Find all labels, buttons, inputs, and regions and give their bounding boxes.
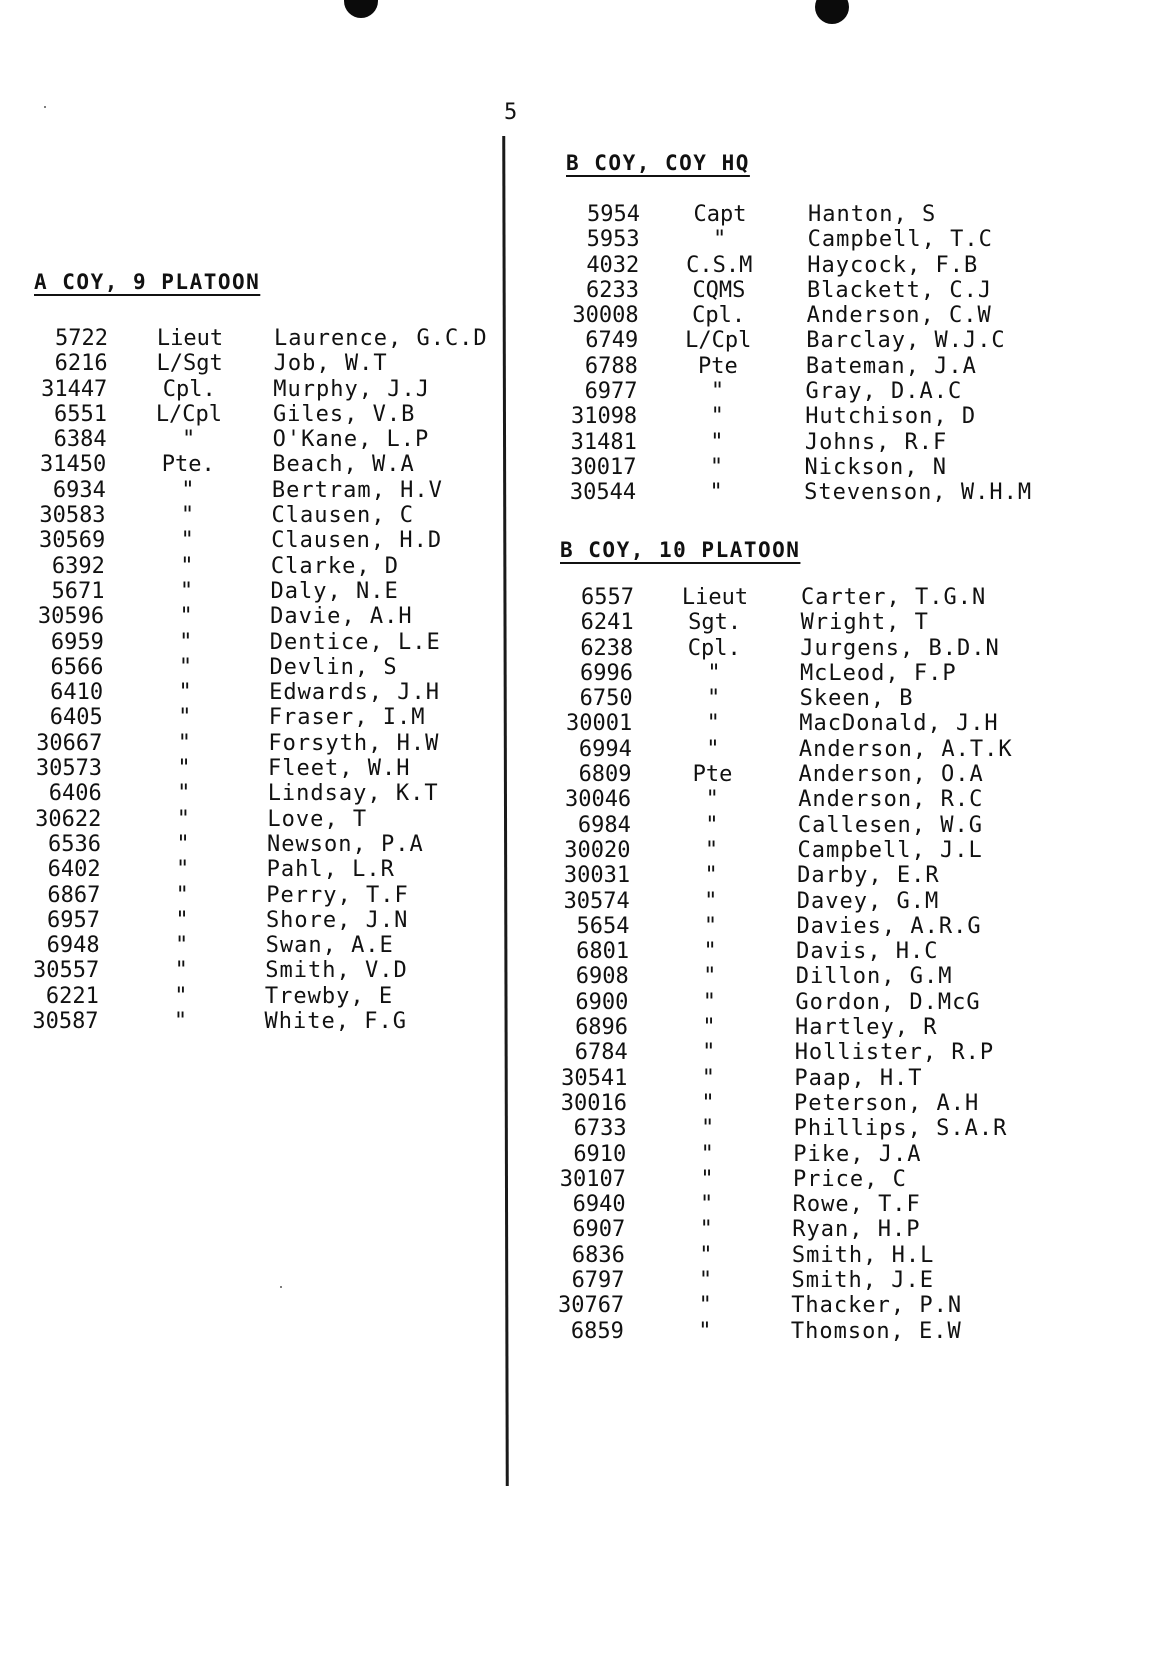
- service-number: 30008: [572, 303, 639, 329]
- soldier-name: Carter, T.G.N: [801, 585, 987, 610]
- rank: ": [179, 578, 194, 604]
- roster-list: [0, 202, 1155, 506]
- roster-row: [0, 354, 1155, 379]
- soldier-name: Thacker, P.N: [791, 1293, 963, 1319]
- service-number: 30569: [38, 528, 106, 554]
- soldier-name: Trewby, E: [264, 983, 394, 1009]
- service-number: 6557: [581, 585, 634, 610]
- roster-row: [0, 585, 1155, 610]
- rank: ": [706, 736, 720, 762]
- roster-row: [0, 1192, 1155, 1217]
- rank: ": [178, 680, 192, 706]
- rank: ": [705, 812, 719, 838]
- scan-speck: [44, 106, 46, 108]
- service-number: 6406: [48, 781, 102, 807]
- roster-row: [0, 1217, 1155, 1242]
- soldier-name: McLeod, F.P: [799, 660, 957, 686]
- soldier-name: Anderson, O.A: [798, 762, 984, 788]
- roster-row: [0, 813, 1155, 838]
- roster-row: [0, 1293, 1155, 1318]
- soldier-name: Hanton, S: [808, 202, 937, 227]
- rank: ": [704, 837, 719, 863]
- service-number: 5954: [587, 202, 640, 227]
- rank: ": [706, 686, 721, 712]
- soldier-name: Price, C: [792, 1166, 907, 1192]
- roster-row: [0, 1116, 1155, 1141]
- punch-hole-right: [815, 0, 849, 24]
- soldier-name: Campbell, T.C: [807, 227, 993, 253]
- soldier-name: Peterson, A.H: [794, 1090, 980, 1116]
- soldier-name: Swan, A.E: [265, 933, 394, 959]
- rank: Pte: [692, 762, 733, 788]
- soldier-name: Lindsay, K.T: [267, 781, 439, 807]
- rank: ": [701, 1065, 715, 1091]
- rank: ": [698, 1293, 712, 1319]
- service-number: 6836: [571, 1242, 625, 1268]
- service-number: 30583: [39, 503, 106, 529]
- soldier-name: Beach, W.A: [272, 452, 415, 478]
- soldier-name: Dillon, G.M: [795, 964, 953, 990]
- roster-row: [0, 914, 1155, 939]
- soldier-name: Paap, H.T: [794, 1065, 923, 1091]
- soldier-name: Davie, A.H: [270, 604, 413, 630]
- soldier-name: Dentice, L.E: [269, 629, 441, 655]
- roster-row: [0, 328, 1155, 353]
- punch-hole-left: [344, 0, 378, 18]
- roster-row: [0, 838, 1155, 863]
- roster-row: [0, 253, 1155, 278]
- soldier-name: Blackett, C.J: [806, 277, 993, 303]
- rank: ": [699, 1242, 713, 1268]
- service-number: 4032: [586, 252, 640, 278]
- service-number: 6749: [585, 328, 639, 354]
- soldier-name: Campbell, J.L: [797, 837, 983, 863]
- roster-row: [0, 477, 1155, 506]
- roster-row: [0, 610, 1155, 635]
- service-number: 6809: [578, 762, 632, 788]
- rank: ": [177, 756, 191, 782]
- service-number: 6934: [52, 477, 106, 503]
- rank: ": [179, 629, 193, 655]
- service-number: 6238: [580, 635, 634, 661]
- service-number: 31098: [570, 404, 638, 430]
- service-number: 6907: [572, 1217, 626, 1243]
- service-number: 6797: [571, 1268, 625, 1294]
- service-number: 6994: [578, 736, 632, 762]
- soldier-name: Laurence, G.C.D: [274, 326, 488, 351]
- soldier-name: Anderson, R.C: [798, 787, 984, 813]
- rank: ": [180, 553, 194, 579]
- rank: Pte.: [161, 452, 215, 478]
- service-number: 6940: [572, 1192, 626, 1218]
- service-number: 6536: [48, 831, 101, 857]
- rank: Sgt.: [688, 610, 742, 636]
- service-number: 31447: [41, 376, 108, 402]
- rank: Lieut: [156, 326, 224, 351]
- soldier-name: Forsyth, H.W: [268, 730, 440, 756]
- rank: ": [702, 1040, 716, 1066]
- rank: ": [709, 454, 724, 480]
- service-number: 30107: [559, 1166, 626, 1192]
- roster-row: [0, 1066, 1155, 1091]
- roster-row: [0, 939, 1155, 964]
- rank: ": [701, 1116, 715, 1142]
- soldier-name: Newson, P.A: [267, 831, 424, 857]
- rank: ": [702, 1015, 716, 1041]
- service-number: 6910: [573, 1141, 627, 1167]
- soldier-name: Devlin, S: [269, 654, 398, 680]
- service-number: 6788: [584, 353, 638, 379]
- service-number: 31450: [40, 452, 107, 478]
- soldier-name: Johns, R.F: [804, 429, 948, 455]
- soldier-name: Pahl, L.R: [266, 857, 395, 883]
- rank: L/Sgt: [156, 351, 223, 377]
- service-number: 6996: [579, 660, 633, 686]
- rank: Cpl.: [162, 376, 216, 402]
- service-number: 6896: [575, 1015, 629, 1041]
- rank: ": [181, 427, 196, 453]
- service-number: 6957: [46, 907, 100, 933]
- soldier-name: Love, T: [267, 806, 368, 832]
- soldier-name: Giles, V.B: [272, 401, 416, 427]
- roster-row: [0, 401, 1155, 430]
- soldier-name: Fraser, I.M: [268, 705, 426, 731]
- section-heading: A COY, 9 PLATOON: [34, 270, 261, 294]
- soldier-name: Shore, J.N: [265, 907, 409, 933]
- service-number: 6784: [574, 1040, 628, 1066]
- rank: ": [698, 1268, 713, 1294]
- soldier-name: Davies, A.R.G: [796, 913, 982, 939]
- service-number: 30667: [36, 730, 103, 756]
- rank: ": [705, 787, 719, 813]
- soldier-name: Daly, N.E: [270, 578, 399, 604]
- rank: ": [176, 857, 190, 883]
- rank: ": [181, 477, 195, 503]
- roster-row: [0, 1015, 1155, 1040]
- rank: ": [706, 711, 720, 737]
- service-number: 6566: [50, 654, 104, 680]
- soldier-name: Darby, E.R: [797, 863, 940, 889]
- rank: ": [703, 939, 717, 965]
- rank: ": [698, 1318, 712, 1344]
- service-number: 30573: [35, 756, 103, 782]
- roster-row: [0, 1142, 1155, 1167]
- soldier-name: Callesen, W.G: [797, 812, 984, 838]
- soldier-name: Barclay, W.J.C: [806, 328, 1006, 354]
- service-number: 30541: [561, 1065, 628, 1091]
- service-number: 30557: [33, 958, 100, 984]
- page-number: 5: [504, 100, 518, 125]
- soldier-name: Davis, H.C: [796, 939, 939, 965]
- roster-row: [0, 430, 1155, 455]
- service-number: 6733: [573, 1116, 627, 1142]
- roster-row: [0, 202, 1155, 227]
- rank: ": [709, 480, 723, 506]
- roster-row: [0, 227, 1155, 252]
- soldier-name: Stevenson, W.H.M: [804, 480, 1033, 506]
- service-number: 30622: [35, 806, 102, 832]
- service-number: 30587: [32, 1009, 99, 1035]
- service-number: 6801: [576, 939, 630, 965]
- roster-row: [0, 686, 1155, 711]
- rank: ": [703, 913, 718, 939]
- service-number: 5671: [51, 578, 105, 604]
- service-number: 30046: [564, 787, 632, 813]
- roster-row: [0, 278, 1155, 303]
- service-number: 6551: [53, 401, 107, 427]
- rank: ": [175, 882, 189, 908]
- soldier-name: Nickson, N: [804, 454, 947, 480]
- soldier-name: MacDonald, J.H: [799, 711, 999, 737]
- service-number: 30031: [563, 863, 631, 889]
- roster-row: [0, 1243, 1155, 1268]
- service-number: 30016: [560, 1090, 627, 1116]
- rank: ": [703, 964, 717, 990]
- rank: ": [179, 604, 193, 630]
- roster-row: [0, 762, 1155, 787]
- service-number: 6405: [49, 705, 103, 731]
- service-number: 5722: [55, 326, 108, 351]
- rank: ": [710, 379, 725, 405]
- rank: ": [707, 660, 721, 686]
- rank: ": [700, 1166, 714, 1192]
- rank: ": [699, 1192, 714, 1218]
- soldier-name: Gray, D.A.C: [805, 379, 963, 405]
- roster-row: [0, 889, 1155, 914]
- soldier-name: Davey, G.M: [796, 888, 940, 914]
- rank: ": [704, 863, 718, 889]
- roster-row: [0, 303, 1155, 328]
- rank: ": [177, 781, 191, 807]
- rank: ": [713, 227, 727, 253]
- roster-row: [0, 863, 1155, 888]
- rank: ": [174, 983, 188, 1009]
- soldier-name: Jurgens, B.D.N: [800, 635, 1000, 661]
- rank: ": [174, 933, 189, 959]
- service-number: 6384: [53, 427, 107, 453]
- rank: ": [700, 1141, 714, 1167]
- rank: Pte: [698, 353, 738, 379]
- roster-row: [0, 554, 504, 579]
- service-number: 6241: [580, 610, 634, 636]
- soldier-name: Bateman, J.A: [805, 353, 977, 379]
- service-number: 6908: [575, 964, 629, 990]
- soldier-name: Bertram, H.V: [271, 477, 443, 503]
- rank: ": [704, 888, 718, 914]
- service-number: 6948: [46, 933, 100, 959]
- soldier-name: Gordon, D.McG: [795, 989, 981, 1015]
- rank: ": [177, 730, 192, 756]
- service-number: 6221: [45, 983, 99, 1009]
- rank: ": [702, 989, 717, 1015]
- soldier-name: Ryan, H.P: [792, 1217, 921, 1243]
- service-number: 6392: [51, 553, 105, 579]
- rank: ": [710, 429, 724, 455]
- rank: Capt: [693, 202, 747, 227]
- rank: ": [701, 1090, 715, 1116]
- soldier-name: Hutchison, D: [805, 404, 977, 430]
- roster-row: [0, 455, 1155, 480]
- soldier-name: Perry, T.F: [266, 882, 409, 908]
- roster-row: [0, 636, 1155, 661]
- soldier-name: Smith, J.E: [791, 1268, 934, 1294]
- roster-row: [0, 1319, 1155, 1344]
- soldier-name: Skeen, B: [799, 686, 914, 712]
- roster-row: [0, 787, 1155, 812]
- roster-list: [0, 585, 1155, 1344]
- service-number: 31481: [570, 429, 637, 455]
- roster-row: [0, 661, 1155, 686]
- soldier-name: White, F.G: [264, 1009, 407, 1035]
- rank: L/Cpl: [685, 328, 752, 354]
- soldier-name: Smith, H.L: [791, 1242, 935, 1268]
- service-number: 6859: [570, 1318, 624, 1344]
- rank: L/Cpl: [155, 401, 223, 427]
- soldier-name: Edwards, J.H: [269, 680, 441, 706]
- service-number: 30574: [563, 888, 630, 914]
- service-number: 6750: [579, 686, 633, 712]
- roster-row: [0, 503, 504, 528]
- rank: ": [174, 958, 188, 984]
- rank: Cpl.: [687, 635, 741, 661]
- service-number: 5953: [586, 227, 640, 253]
- service-number: 30544: [569, 480, 637, 506]
- service-number: 30017: [570, 454, 637, 480]
- soldier-name: Anderson, C.W: [806, 303, 992, 329]
- soldier-name: Job, W.T: [273, 351, 388, 377]
- soldier-name: Clausen, H.D: [271, 528, 443, 554]
- rank: CQMS: [692, 277, 746, 303]
- service-number: 6233: [585, 277, 639, 303]
- soldier-name: Clarke, D: [270, 553, 400, 579]
- soldier-name: Haycock, F.B: [807, 252, 979, 278]
- soldier-name: Clausen, C: [271, 503, 414, 529]
- roster-row: [0, 1167, 1155, 1192]
- rank: ": [699, 1217, 713, 1243]
- service-number: 6216: [54, 351, 108, 377]
- service-number: 30767: [557, 1293, 625, 1319]
- section-heading: B COY, 10 PLATOON: [560, 538, 801, 562]
- rank: ": [178, 654, 193, 680]
- rank: ": [173, 1009, 188, 1035]
- service-number: 6977: [584, 379, 638, 405]
- service-number: 6867: [47, 882, 101, 908]
- soldier-name: Wright, T: [800, 610, 929, 636]
- rank: ": [176, 806, 190, 832]
- soldier-name: O'Kane, L.P: [272, 427, 430, 453]
- soldier-name: Anderson, A.T.K: [798, 736, 1013, 762]
- soldier-name: Fleet, W.H: [268, 756, 411, 782]
- rank: ": [176, 831, 190, 857]
- soldier-name: Hartley, R: [795, 1015, 938, 1041]
- roster-row: [0, 1268, 1155, 1293]
- roster-row: [0, 737, 1155, 762]
- roster-row: [0, 964, 1155, 989]
- service-number: 5654: [576, 913, 630, 939]
- service-number: 6984: [577, 812, 631, 838]
- soldier-name: Rowe, T.F: [792, 1192, 921, 1218]
- roster-row: [0, 711, 1155, 736]
- rank: Cpl.: [692, 303, 746, 329]
- soldier-name: Phillips, S.A.R: [793, 1116, 1008, 1142]
- roster-row: [0, 1091, 1155, 1116]
- service-number: 6959: [50, 629, 104, 655]
- rank: ": [180, 503, 195, 529]
- service-number: 6402: [47, 857, 101, 883]
- rank: C.S.M: [686, 252, 753, 278]
- rank: ": [175, 907, 189, 933]
- service-number: 30020: [564, 837, 631, 863]
- service-number: 6900: [575, 989, 629, 1015]
- soldier-name: Thomson, E.W: [790, 1318, 962, 1344]
- soldier-name: Hollister, R.P: [794, 1040, 995, 1066]
- roster-row: [0, 376, 1155, 405]
- soldier-name: Smith, V.D: [265, 958, 408, 984]
- rank: ": [710, 404, 724, 430]
- rank: ": [178, 705, 192, 731]
- service-number: 30596: [37, 604, 105, 630]
- soldier-name: Pike, J.A: [793, 1141, 922, 1167]
- service-number: 30001: [566, 711, 633, 737]
- rank: ": [180, 528, 194, 554]
- service-number: 6410: [50, 680, 104, 706]
- section-heading: B COY, COY HQ: [566, 151, 750, 175]
- roster-row: [0, 1040, 1155, 1065]
- roster-row: [0, 990, 1155, 1015]
- rank: Lieut: [681, 585, 749, 610]
- soldier-name: Murphy, J.J: [273, 376, 430, 402]
- roster-row: [0, 528, 504, 553]
